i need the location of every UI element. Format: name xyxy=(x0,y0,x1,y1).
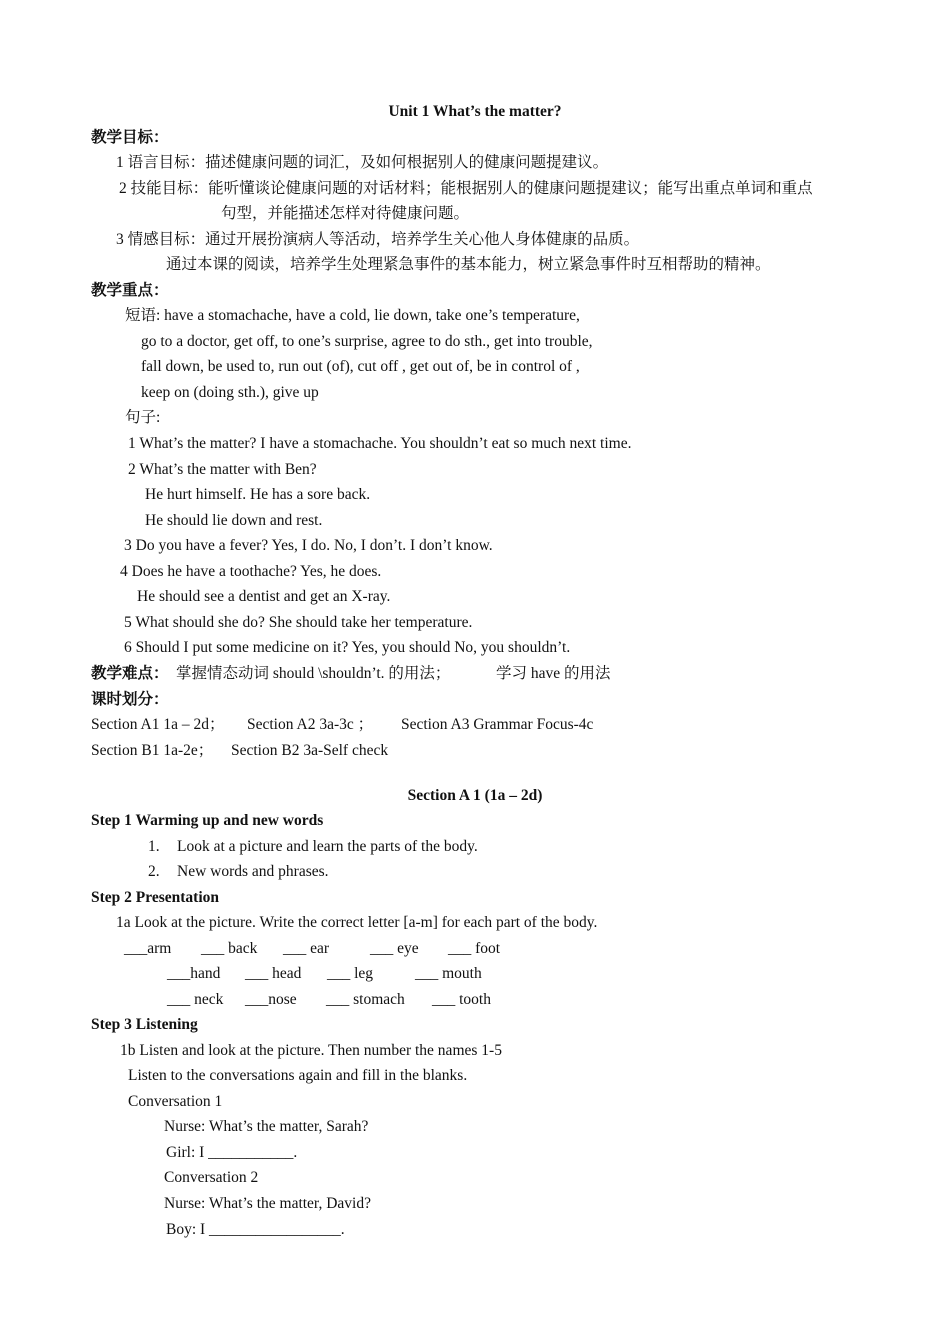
schedule-b1: Section B1 1a-2e； xyxy=(91,742,214,759)
body-part-blank: ___ mouth xyxy=(415,965,482,982)
body-part-blank: ___ stomach xyxy=(326,991,405,1008)
sentence-2: 2 What’s the matter with Ben? xyxy=(128,461,317,478)
difficulty-text: 掌握情态动词 should \shouldn’t. 的用法； xyxy=(176,665,451,682)
section-title: Section A 1 (1a – 2d) xyxy=(407,787,543,804)
step-1-num-1: 1. xyxy=(148,838,160,855)
page-title: Unit 1 What’s the matter? xyxy=(388,103,562,120)
step-3-heading: Step 3 Listening xyxy=(91,1016,198,1033)
objective-skill: 2 技能目标：能听懂谈论健康问题的对话材料；能根据别人的健康问题提建议；能写出重点单词和重点 xyxy=(119,180,813,197)
phrases-line-3: fall down, be used to, run out (of), cut off , get out of, be in control of , xyxy=(141,358,580,375)
schedule-heading: 课时划分： xyxy=(91,691,169,708)
sentence-4: 4 Does he have a toothache? Yes, he does. xyxy=(120,563,382,580)
body-part-blank: ___ eye xyxy=(370,940,419,957)
key-points-heading: 教学重点： xyxy=(91,282,169,299)
conversation-1-line-2: Girl: I ___________. xyxy=(166,1144,298,1161)
body-part-blank: ___nose xyxy=(245,991,297,1008)
task-1b: 1b Listen and look at the picture. Then number the names 1-5 xyxy=(120,1042,502,1059)
difficulty-text-2: 学习 have 的用法 xyxy=(496,665,611,682)
sentence-1: 1 What’s the matter? I have a stomachache. You shouldn’t eat so much next time. xyxy=(128,435,632,452)
objective-skill-cont: 句型，并能描述怎样对待健康问题。 xyxy=(221,205,470,222)
step-2-heading: Step 2 Presentation xyxy=(91,889,220,906)
objectives-heading: 教学目标： xyxy=(91,129,169,146)
task-1a: 1a Look at the picture. Write the correct letter [a-m] for each part of the body. xyxy=(116,914,598,931)
body-part-blank: ___ ear xyxy=(283,940,330,957)
body-part-blank: ___ foot xyxy=(448,940,501,957)
phrases-line-1: 短语: have a stomachache, have a cold, lie down, take one’s temperature, xyxy=(125,307,580,324)
step-1-item-2: New words and phrases. xyxy=(177,863,329,880)
body-part-blank: ___ back xyxy=(201,940,258,957)
difficulty-heading: 教学难点： xyxy=(91,665,169,682)
phrases-line-2: go to a doctor, get off, to one’s surprise, agree to do sth., get into trouble, xyxy=(141,333,593,350)
sentence-2-a: He hurt himself. He has a sore back. xyxy=(145,486,371,503)
conversation-2-line-1: Nurse: What’s the matter, David? xyxy=(164,1195,371,1212)
phrases-line-4: keep on (doing sth.), give up xyxy=(141,384,319,401)
conversation-1-label: Conversation 1 xyxy=(128,1093,223,1110)
schedule-b2: Section B2 3a-Self check xyxy=(231,742,389,759)
body-part-blank: ___ leg xyxy=(327,965,374,982)
schedule-a2: Section A2 3a-3c ； xyxy=(247,716,374,733)
conversation-1-line-1: Nurse: What’s the matter, Sarah? xyxy=(164,1118,369,1135)
body-part-blank: ___ neck xyxy=(167,991,224,1008)
task-1b-instruction: Listen to the conversations again and fill in the blanks. xyxy=(128,1067,468,1084)
conversation-2-line-2: Boy: I _________________. xyxy=(166,1221,345,1238)
step-1-num-2: 2. xyxy=(148,863,160,880)
sentence-5: 5 What should she do? She should take her temperature. xyxy=(124,614,473,631)
sentence-3: 3 Do you have a fever? Yes, I do. No, I don’t. I don’t know. xyxy=(124,537,493,554)
schedule-a3: Section A3 Grammar Focus-4c xyxy=(401,716,594,733)
sentence-4-a: He should see a dentist and get an X-ray. xyxy=(137,588,391,605)
objective-language: 1 语言目标：描述健康问题的词汇，及如何根据别人的健康问题提建议。 xyxy=(116,154,609,171)
sentence-6: 6 Should I put some medicine on it? Yes, you should No, you shouldn’t. xyxy=(124,639,571,656)
objective-emotion: 3 情感目标：通过开展扮演病人等活动，培养学生关心他人身体健康的品质。 xyxy=(116,231,640,248)
step-1-heading: Step 1 Warming up and new words xyxy=(91,812,324,829)
body-part-blank: ___arm xyxy=(124,940,172,957)
schedule-a1: Section A1 1a – 2d； xyxy=(91,716,225,733)
body-part-blank: ___ tooth xyxy=(432,991,491,1008)
body-part-blank: ___ head xyxy=(245,965,302,982)
conversation-2-label: Conversation 2 xyxy=(164,1169,259,1186)
objective-emotion-cont: 通过本课的阅读，培养学生处理紧急事件的基本能力，树立紧急事件时互相帮助的精神。 xyxy=(166,256,771,273)
sentence-2-b: He should lie down and rest. xyxy=(145,512,323,529)
sentences-label: 句子: xyxy=(125,409,161,426)
body-part-blank: ___hand xyxy=(167,965,221,982)
step-1-item-1: Look at a picture and learn the parts of the body. xyxy=(177,838,478,855)
